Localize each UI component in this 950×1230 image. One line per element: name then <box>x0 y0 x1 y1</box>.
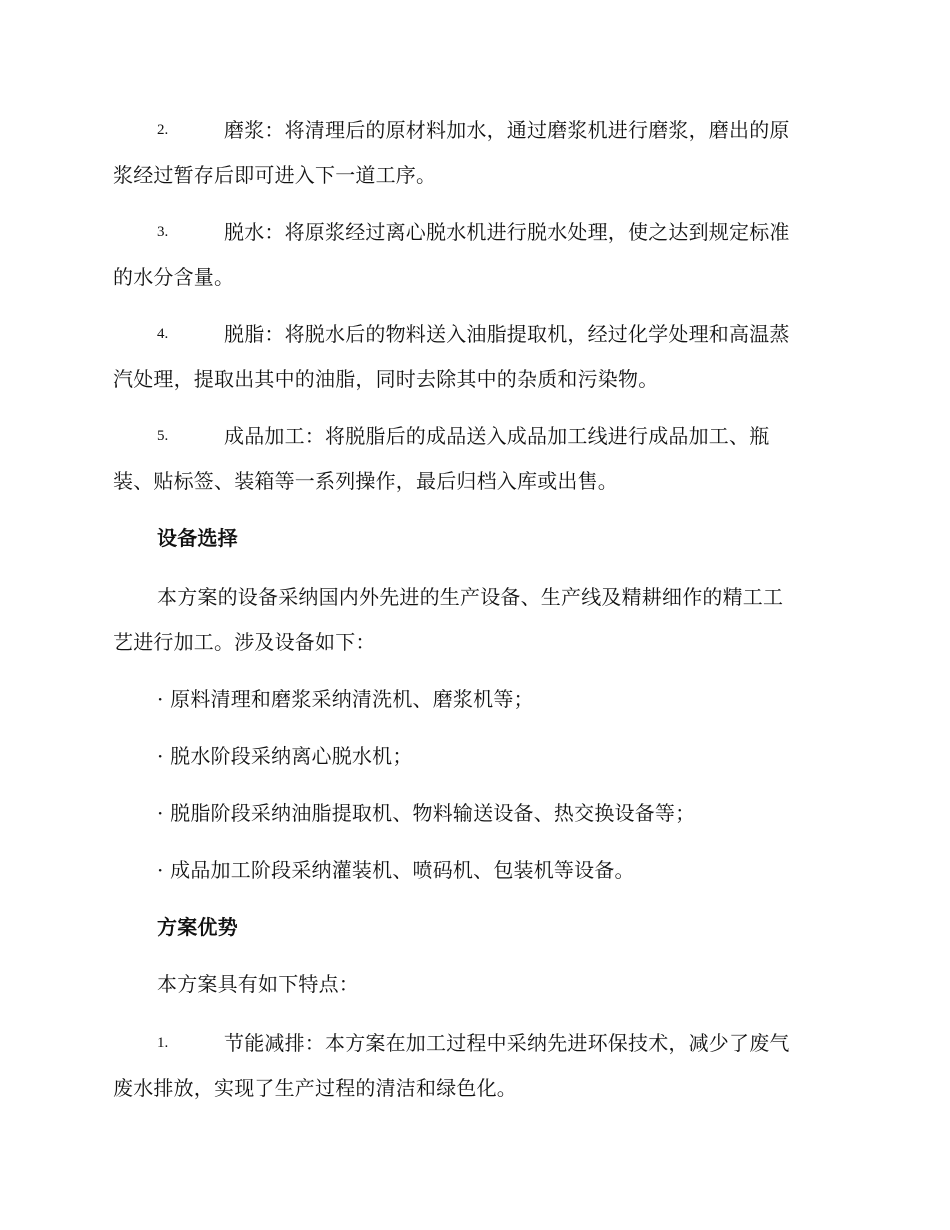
equipment-intro-line: 本方案的设备采纳国内外先进的生产设备、生产线及精耕细作的精工工 <box>157 585 784 609</box>
section-heading-advantages: 方案优势 <box>157 915 238 939</box>
step-text-line: 磨浆：将清理后的原材料加水，通过磨浆机进行磨浆，磨出的原 <box>224 118 790 142</box>
step-text-line: 的水分含量。 <box>113 265 235 289</box>
equipment-bullet: · 成品加工阶段采纳灌装机、喷码机、包装机等设备。 <box>157 858 635 882</box>
step-text-line: 脱水：将原浆经过离心脱水机进行脱水处理，使之达到规定标准 <box>224 220 790 244</box>
equipment-bullet: · 脱脂阶段采纳油脂提取机、物料输送设备、热交换设备等； <box>157 801 696 825</box>
step-number: 5. <box>157 428 169 444</box>
advantage-text-line: 节能减排：本方案在加工过程中采纳先进环保技术，减少了废气 <box>224 1031 790 1055</box>
section-heading-equipment: 设备选择 <box>157 526 238 550</box>
step-text-line: 成品加工：将脱脂后的成品送入成品加工线进行成品加工、瓶 <box>224 424 770 448</box>
step-number: 3. <box>157 224 169 240</box>
step-number: 4. <box>157 326 169 342</box>
step-number: 2. <box>157 122 169 138</box>
advantages-intro: 本方案具有如下特点： <box>157 972 359 996</box>
step-text-line: 脱脂：将脱水后的物料送入油脂提取机，经过化学处理和高温蒸 <box>224 322 790 346</box>
step-text-line: 浆经过暂存后即可进入下一道工序。 <box>113 163 437 187</box>
equipment-bullet: · 原料清理和磨浆采纳清洗机、磨浆机等； <box>157 687 534 711</box>
advantage-text-line: 废水排放，实现了生产过程的清洁和绿色化。 <box>113 1076 517 1100</box>
step-text-line: 汽处理，提取出其中的油脂，同时去除其中的杂质和污染物。 <box>113 367 659 391</box>
advantage-number: 1. <box>157 1035 169 1051</box>
equipment-bullet: · 脱水阶段采纳离心脱水机； <box>157 744 413 768</box>
step-text-line: 装、贴标签、装箱等一系列操作，最后归档入库或出售。 <box>113 469 618 493</box>
equipment-intro-line: 艺进行加工。涉及设备如下： <box>113 630 376 654</box>
